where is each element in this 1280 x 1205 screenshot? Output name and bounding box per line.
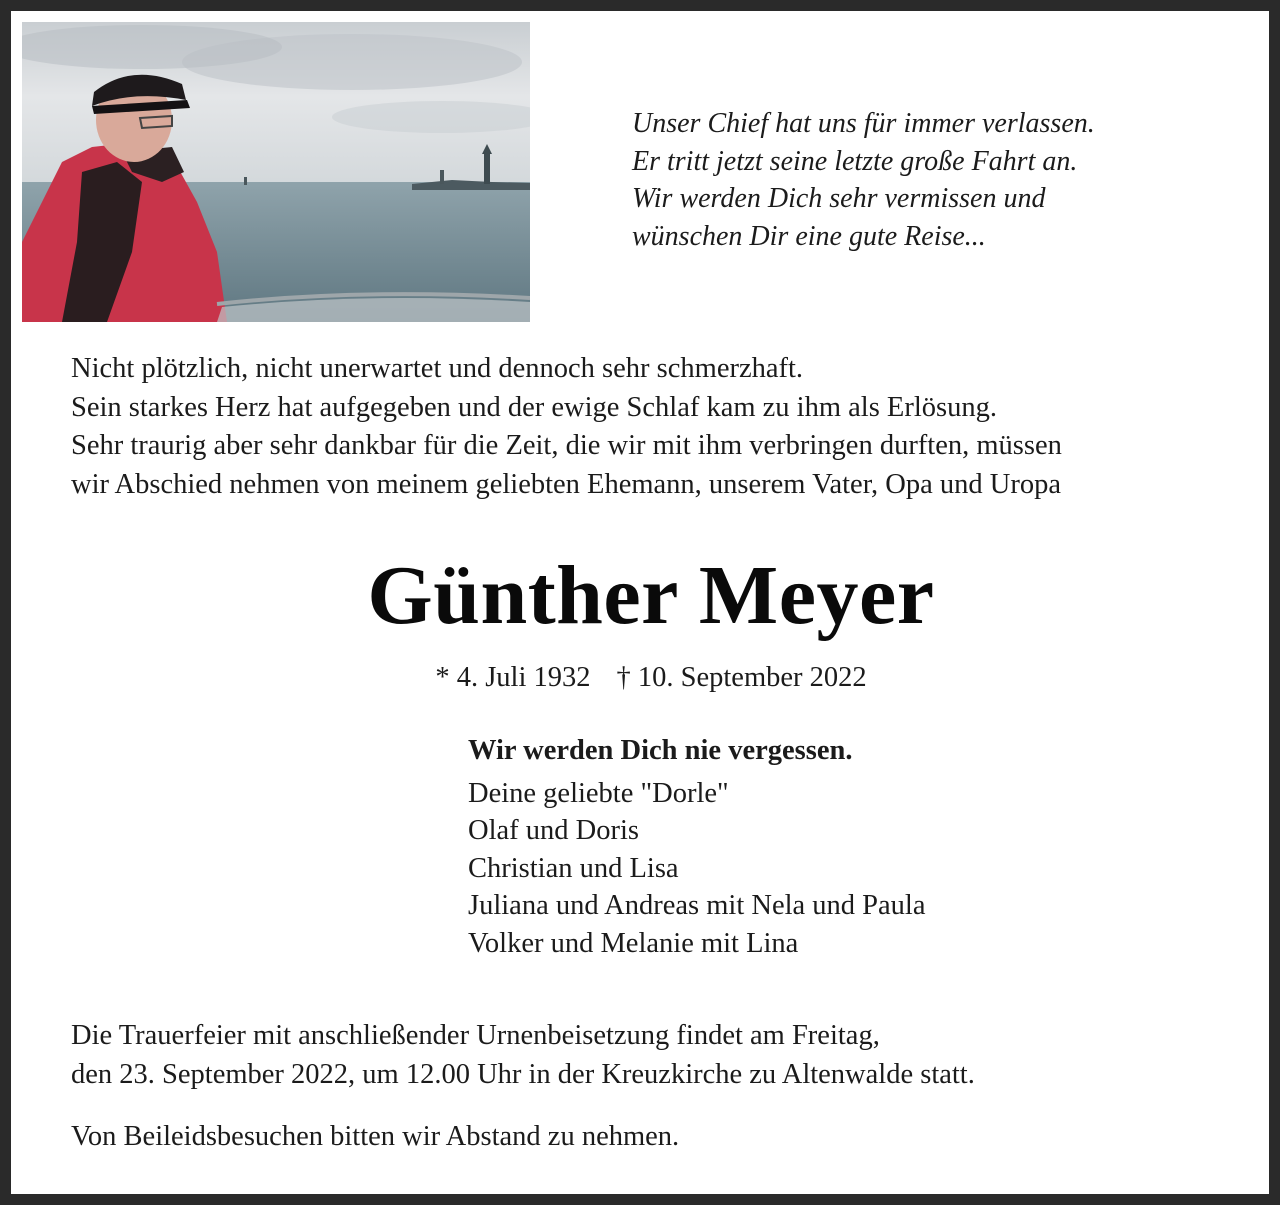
quote-line: Er tritt jetzt seine letzte große Fahrt an. xyxy=(632,145,1078,177)
birth-date: * 4. Juli 1932 xyxy=(435,662,591,693)
quote-line: wünschen Dir eine gute Reise... xyxy=(632,220,986,252)
portrait-photo xyxy=(22,22,530,322)
intro-line: Sein starkes Herz hat aufgegeben und der ewige Schlaf kam zu ihm als Erlösung. xyxy=(71,391,997,423)
family-signatures xyxy=(468,732,926,962)
family-member: Christian und Lisa xyxy=(468,852,679,884)
funeral-service-info xyxy=(71,1017,975,1094)
family-member: Juliana und Andreas mit Nela und Paula xyxy=(468,890,926,921)
intro-line: Nicht plötzlich, nicht unerwartet und dennoch sehr schmerzhaft. xyxy=(71,353,804,384)
portrait-at-sea-icon xyxy=(22,22,530,322)
intro-line: wir Abschied nehmen von meinem geliebten Ehemann, unserem Vater, Opa und Uropa xyxy=(71,468,1062,500)
family-member: Deine geliebte "Dorle" xyxy=(468,777,729,809)
intro-text xyxy=(71,350,1062,504)
service-line: Die Trauerfeier mit anschließender Urnenbeisetzung findet am Freitag, xyxy=(71,1020,880,1051)
family-member: Volker und Melanie mit Lina xyxy=(468,927,799,959)
quote-line: Wir werden Dich sehr vermissen und xyxy=(632,183,1046,214)
death-date: † 10. September 2022 xyxy=(616,662,867,693)
quote-line: Unser Chief hat uns für immer verlassen. xyxy=(632,108,1095,139)
deceased-name: Günther Meyer xyxy=(367,549,935,642)
condolence-note: Von Beileidsbesuchen bitten wir Abstand zu nehmen. xyxy=(71,1121,680,1152)
family-member: Olaf und Doris xyxy=(468,815,639,846)
service-line: den 23. September 2022, um 12.00 Uhr in der Kreuzkirche zu Altenwalde statt. xyxy=(71,1058,975,1090)
life-dates xyxy=(11,659,1280,697)
intro-line: Sehr traurig aber sehr dankbar für die Zeit, die wir mit ihm verbringen durften, müssen xyxy=(71,430,1062,461)
memorial-quote xyxy=(632,105,1095,255)
family-motto: Wir werden Dich nie vergessen. xyxy=(468,735,853,766)
